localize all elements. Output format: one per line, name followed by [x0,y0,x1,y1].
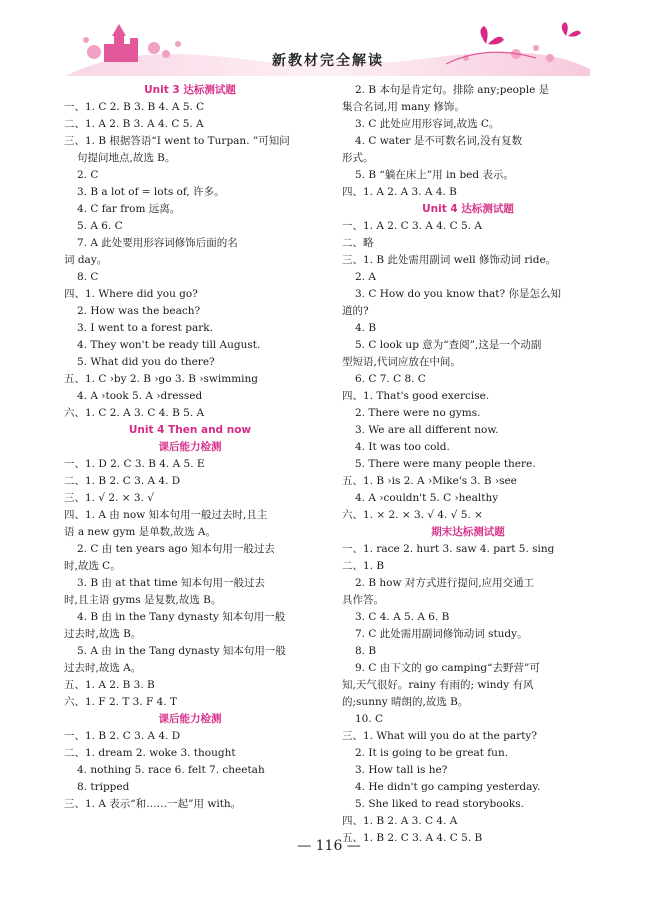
answer-line: 形式。 [342,152,374,164]
answer-line: 3. C 4. A 5. A 6. B [355,611,450,623]
answer-line: 四、1. A 由 now 知本句用一般过去时,且主 [64,509,268,521]
answer-line: 五、1. A 2. B 3. B [64,679,155,691]
answer-line: 8. B [355,645,377,657]
section-heading: 课后能力检测 [158,713,222,725]
answer-line: 4. C far from 远离。 [77,203,181,215]
answer-line: 2. B how 对方式进行提问,应用交通工 [355,577,535,589]
answer-line: 3. B a lot of = lots of, 许多。 [77,186,225,198]
answer-line: 3. C 此处应用形容词,故选 C。 [355,118,500,130]
right-column [342,82,594,847]
answer-line: 5. C look up 意为“查阅”,这是一个动副 [355,339,542,351]
answer-line: 4. A ›couldn't 5. C ›healthy [355,492,499,504]
answer-line: 三、1. √ 2. × 3. √ [64,492,154,504]
answer-line: 4. nothing 5. race 6. felt 7. cheetah [77,764,265,776]
answer-line: 3. I went to a forest park. [77,322,213,334]
answer-line: 道的? [342,305,369,317]
answer-line: 6. C 7. C 8. C [355,373,426,385]
answer-line: 时,且主语 gyms 是复数,故选 B。 [64,594,222,606]
page-number: — 116 — [297,838,361,854]
answer-line: 5. She liked to read storybooks. [355,798,524,810]
answer-line: 一、1. C 2. B 3. B 4. A 5. C [64,101,205,113]
answer-line: 2. C 由 ten years ago 知本句用一般过去 [77,543,275,555]
answer-line: 3. C How do you know that? 你是怎么知 [355,288,561,300]
answer-line: 8. C [77,271,99,283]
answer-line: 五、1. B ›is 2. A ›Mike's 3. B ›see [342,475,517,487]
answer-line: 五、1. B 2. C 3. A 4. C 5. B [342,832,483,844]
answer-line: 四、1. Where did you go? [64,288,198,300]
answer-line: 六、1. C 2. A 3. C 4. B 5. A [64,407,205,419]
answer-line: 过去时,故选 A。 [64,662,142,674]
section-heading: 课后能力检测 [158,441,222,453]
answer-line: 一、1. D 2. C 3. B 4. A 5. E [64,458,205,470]
answer-line: 8. tripped [77,781,130,793]
page-banner [66,14,590,76]
answer-line: 10. C [355,713,384,725]
answer-line: 时,故选 C。 [64,560,121,572]
answer-line: 具作答。 [342,594,384,606]
answer-line: 5. There were many people there. [355,458,536,470]
left-column [64,82,316,813]
answer-line: 语 a new gym 是单数,故选 A。 [64,526,216,538]
answer-line: 3. How tall is he? [355,764,448,776]
answer-line: 7. A 此处要用形容词修饰后面的名 [77,237,238,249]
section-heading: Unit 4 Then and now [128,424,252,436]
answer-line: 2. C [77,169,99,181]
answer-line: 2. How was the beach? [77,305,201,317]
answer-line: 四、1. B 2. A 3. C 4. A [342,815,458,827]
answer-line: 三、1. B 此处需用副词 well 修饰动词 ride。 [342,254,557,266]
answer-line: 六、1. F 2. T 3. F 4. T [64,696,178,708]
answer-line: 4. C water 是不可数名词,没有复数 [355,135,523,147]
answer-line: 五、1. C ›by 2. B ›go 3. B ›swimming [64,373,259,385]
answer-line: 过去时,故选 B。 [64,628,142,640]
answer-line: 5. B “躺在床上”用 in bed 表示。 [355,169,514,181]
answer-line: 7. C 此处需用副词修饰动词 study。 [355,628,528,640]
answer-line: 四、1. That's good exercise. [342,390,490,402]
answer-line: 四、1. A 2. A 3. A 4. B [342,186,457,198]
answer-line: 3. B 由 at that time 知本句用一般过去 [77,577,265,589]
answer-line: 二、1. A 2. B 3. A 4. C 5. A [64,118,204,130]
answer-line: 5. A 6. C [77,220,123,232]
answer-line: 5. What did you do there? [77,356,215,368]
answer-line: 二、1. B [342,560,385,572]
answer-line: 4. B [355,322,377,334]
answer-line: 词 day。 [64,254,108,266]
answer-line: 二、1. B 2. C 3. A 4. D [64,475,181,487]
answer-line: 三、1. A 表示“和……一起”用 with。 [64,798,242,810]
answer-line: 一、1. race 2. hurt 3. saw 4. part 5. sing [342,543,555,555]
answer-line: 4. A ›took 5. A ›dressed [77,390,203,402]
answer-line: 4. They won't be ready till August. [77,339,261,351]
answer-line: 型短语,代词应放在中间。 [342,356,461,368]
answer-line: 9. C 由下文的 go camping“去野营”可 [355,662,540,674]
answer-line: 4. He didn't go camping yesterday. [355,781,541,793]
answer-line: 2. B 本句是肯定句。排除 any;people 是 [355,84,550,96]
answer-line: 二、略 [342,237,374,249]
answer-line: 5. A 由 in the Tang dynasty 知本句用一般 [77,645,286,657]
answer-line: 4. B 由 in the Tany dynasty 知本句用一般 [77,611,286,623]
answer-line: 一、1. B 2. C 3. A 4. D [64,730,181,742]
answer-line: 二、1. dream 2. woke 3. thought [64,747,236,759]
answer-line: 2. It is going to be great fun. [355,747,509,759]
section-heading: Unit 3 达标测试题 [144,84,236,96]
section-heading: Unit 4 达标测试题 [422,203,514,215]
answer-line: 4. It was too cold. [355,441,450,453]
answer-line: 知,天气很好。rainy 有雨的; windy 有风 [342,679,534,691]
answer-line: 的;sunny 晴朗的,故选 B。 [342,696,469,708]
answer-line: 六、1. × 2. × 3. √ 4. √ 5. × [342,509,483,521]
answer-line: 2. A [355,271,376,283]
page-title: 新教材完全解读 [272,53,384,69]
answer-line: 三、1. What will you do at the party? [342,730,537,742]
answer-line: 2. There were no gyms. [355,407,481,419]
section-heading: 期末达标测试题 [431,526,505,538]
answer-line: 3. We are all different now. [355,424,499,436]
answer-line: 句提问地点,故选 B。 [77,152,176,164]
answer-line: 一、1. A 2. C 3. A 4. C 5. A [342,220,482,232]
answer-line: 集合名词,用 many 修饰。 [342,101,465,113]
answer-line: 三、1. B 根据答语“I went to Turpan. ”可知问 [64,135,290,147]
